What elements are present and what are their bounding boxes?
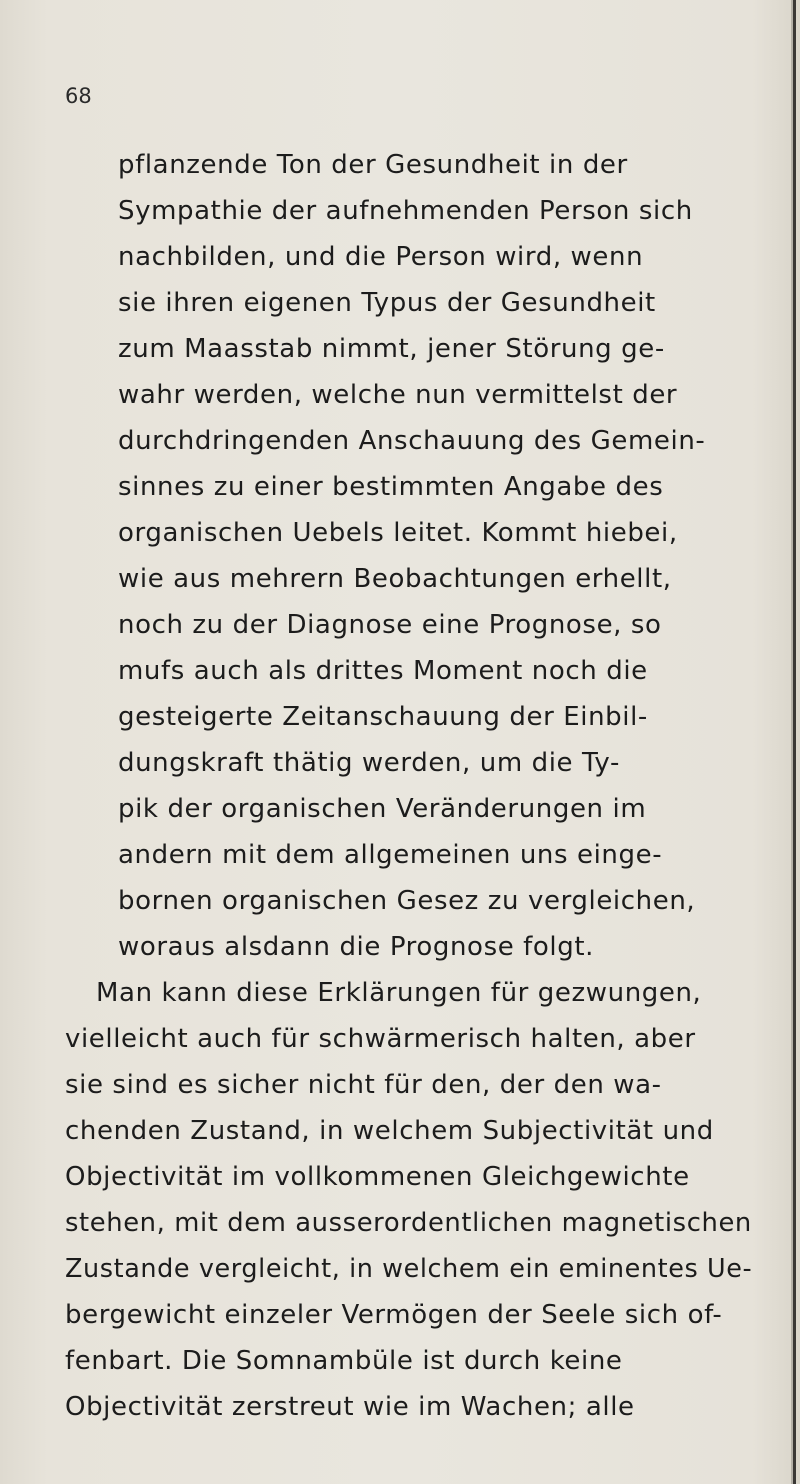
page-edge [793, 0, 796, 1484]
text-line: Objectivität zerstreut wie im Wachen; alle [65, 1392, 635, 1422]
text-line: wie aus mehrern Beobachtungen erhellt, [118, 564, 672, 594]
text-line: Sympathie der aufnehmenden Person sich [118, 196, 693, 226]
text-line: sinnes zu einer bestimmten Angabe des [118, 472, 664, 502]
text-line: woraus alsdann die Prognose folgt. [118, 932, 595, 962]
text-line: vielleicht auch für schwärmerisch halten, aber [65, 1024, 696, 1054]
text-line: stehen, mit dem ausserordentlichen magnetischen [65, 1208, 752, 1238]
text-line: mufs auch als drittes Moment noch die [118, 656, 648, 686]
text-line: Zustande vergleicht, in welchem ein eminentes Ue- [65, 1254, 753, 1284]
text-line: zum Maasstab nimmt, jener Störung ge- [118, 334, 665, 364]
text-line: noch zu der Diagnose eine Prognose, so [118, 610, 662, 640]
text-line: dungskraft thätig werden, um die Ty- [118, 748, 620, 778]
text-line: durchdringenden Anschauung des Gemein- [118, 426, 706, 456]
text-line: gesteigerte Zeitanschauung der Einbil- [118, 702, 648, 732]
text-line: pik der organischen Veränderungen im [118, 794, 647, 824]
text-line: Objectivität im vollkommenen Gleichgewichte [65, 1162, 690, 1192]
text-line: wahr werden, welche nun vermittelst der [118, 380, 678, 410]
text-line: Man kann diese Erklärungen für gezwungen, [96, 978, 702, 1008]
text-line: nachbilden, und die Person wird, wenn [118, 242, 644, 272]
text-line: pflanzende Ton der Gesundheit in der [118, 150, 628, 180]
text-line: chenden Zustand, in welchem Subjectivität und [65, 1116, 714, 1146]
text-line: andern mit dem allgemeinen uns einge- [118, 840, 663, 870]
text-line: organischen Uebels leitet. Kommt hiebei, [118, 518, 678, 548]
text-line: sie sind es sicher nicht für den, der den wa- [65, 1070, 662, 1100]
text-line: bergewicht einzeler Vermögen der Seele sich of- [65, 1300, 723, 1330]
text-line: sie ihren eigenen Typus der Gesundheit [118, 288, 656, 318]
text-line: fenbart. Die Somnambüle ist durch keine [65, 1346, 623, 1376]
page-number: 68 [65, 84, 92, 108]
text-line: bornen organischen Gesez zu vergleichen, [118, 886, 696, 916]
